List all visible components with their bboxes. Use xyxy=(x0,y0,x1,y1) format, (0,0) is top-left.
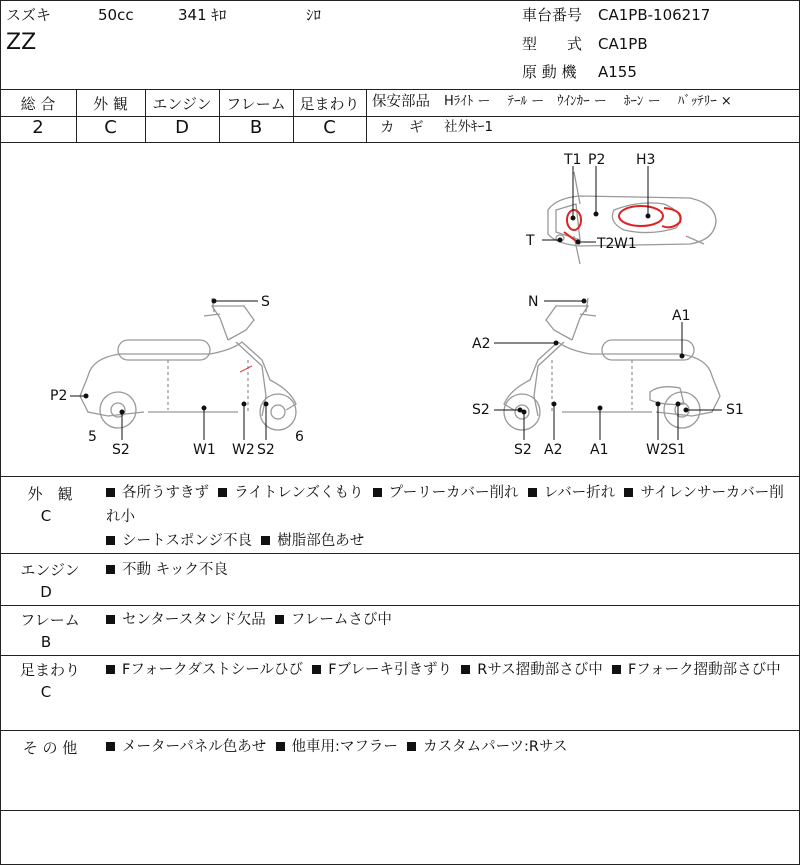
list-item: 他車用:マフラー xyxy=(276,739,398,755)
grade-exterior: C xyxy=(104,117,117,138)
section-frame-label: フレーム xyxy=(20,611,80,629)
label-n: N xyxy=(528,294,539,310)
engine-value: A155 xyxy=(598,63,637,81)
mileage: 341 ｷﾛ xyxy=(178,6,227,24)
label-s2-left-b: S2 xyxy=(257,442,275,458)
key-label: カ ギ xyxy=(380,120,424,136)
safety-items: Hﾗｲﾄ ー ﾃｰﾙ ー ｳｲﾝｶｰ ー ﾎｰﾝ ー ﾊﾞｯﾃﾘｰ × xyxy=(444,94,732,109)
list-item: レバー折れ xyxy=(528,485,616,501)
list-item: メーターパネル色あせ xyxy=(106,739,266,755)
list-item: 各所うすきず xyxy=(106,485,209,501)
list-item: Rサス摺動部さび中 xyxy=(461,662,603,678)
safety-label: 保安部品 xyxy=(372,94,430,110)
label-6: 6 xyxy=(295,429,304,445)
label-h3: H3 xyxy=(636,152,656,168)
grade-header-suspension: 足まわり xyxy=(299,95,360,113)
divider xyxy=(0,730,800,731)
divider xyxy=(0,655,800,656)
label-p2-top: P2 xyxy=(588,152,606,168)
model-name: ZZ xyxy=(6,30,37,55)
list-item: フレームさび中 xyxy=(275,612,392,628)
displacement: 50cc xyxy=(98,6,134,24)
divider xyxy=(366,116,800,117)
grade-header-overall: 総 合 xyxy=(20,95,56,113)
label-t: T xyxy=(526,233,535,249)
divider xyxy=(366,89,367,142)
list-item: ライトレンズくもり xyxy=(218,485,363,501)
list-item: カスタムパーツ:Rサス xyxy=(407,739,567,755)
frame-no-label: 車台番号 xyxy=(522,6,583,24)
label-w1-left: W1 xyxy=(193,442,216,458)
label-a1-upper: A1 xyxy=(672,308,691,324)
label-p2-left: P2 xyxy=(50,388,68,404)
divider xyxy=(0,476,800,477)
list-item: 不動 キック不良 xyxy=(106,562,228,578)
type-label: 型 式 xyxy=(522,35,583,53)
section-suspension-label: 足まわり xyxy=(19,661,80,679)
label-w1-top: W1 xyxy=(614,236,637,252)
grade-header-exterior: 外 観 xyxy=(93,95,128,113)
scooter-left-side xyxy=(80,298,296,430)
frame-no: CA1PB-106217 xyxy=(598,6,711,24)
label-s2-left-a: S2 xyxy=(112,442,130,458)
grade-suspension: C xyxy=(323,117,336,138)
divider xyxy=(0,89,800,90)
label-a2-upper: A2 xyxy=(472,336,491,352)
label-t2: T2 xyxy=(597,236,615,252)
damage-diagram xyxy=(0,143,800,475)
section-suspension-grade: C xyxy=(40,683,52,701)
grade-engine: D xyxy=(175,117,189,138)
section-engine-grade: D xyxy=(40,583,52,601)
key-value: 社外ｷｰ1 xyxy=(444,119,494,135)
label-t1: T1 xyxy=(564,152,582,168)
section-exterior-grade: C xyxy=(40,507,52,525)
grade-header-engine: エンジン xyxy=(152,95,212,113)
color: ｼﾛ xyxy=(306,6,322,24)
label-s1-right-b: S1 xyxy=(668,442,686,458)
list-item: 樹脂部色あせ xyxy=(261,533,364,549)
divider xyxy=(0,553,800,554)
list-item: シートスポンジ不良 xyxy=(106,533,252,549)
divider xyxy=(0,605,800,606)
label-a1-lower: A1 xyxy=(590,442,609,458)
label-w2-right: W2 xyxy=(646,442,669,458)
grade-frame: B xyxy=(249,117,263,138)
type-value: CA1PB xyxy=(598,35,648,53)
list-item: Fフォーク摺動部さび中 xyxy=(612,662,781,678)
divider xyxy=(0,810,800,811)
label-s: S xyxy=(261,294,270,310)
list-item: プーリーカバー削れ xyxy=(373,485,519,501)
section-other-label: そ の 他 xyxy=(22,739,78,757)
label-a2-lower: A2 xyxy=(544,442,563,458)
section-exterior-label: 外 観 xyxy=(27,485,73,503)
list-item: Fブレーキ引きずり xyxy=(312,662,452,678)
engine-label: 原 動 機 xyxy=(522,63,577,81)
label-s1-right-a: S1 xyxy=(726,402,744,418)
list-item: センタースタンド欠品 xyxy=(106,612,266,628)
label-s2-right-a: S2 xyxy=(472,402,490,418)
section-engine-label: エンジン xyxy=(20,561,80,579)
label-s2-right-b: S2 xyxy=(514,442,532,458)
label-w2-left: W2 xyxy=(232,442,255,458)
grade-overall: 2 xyxy=(32,117,44,138)
border xyxy=(0,0,800,1)
list-item: Fフォークダストシールひび xyxy=(106,662,303,678)
list-item: サイレンサーカバー削れ小 xyxy=(106,485,784,525)
maker: スズキ xyxy=(6,6,52,24)
label-5: 5 xyxy=(88,429,97,445)
grade-header-frame: フレーム xyxy=(226,95,286,113)
section-frame-grade: B xyxy=(40,633,52,651)
